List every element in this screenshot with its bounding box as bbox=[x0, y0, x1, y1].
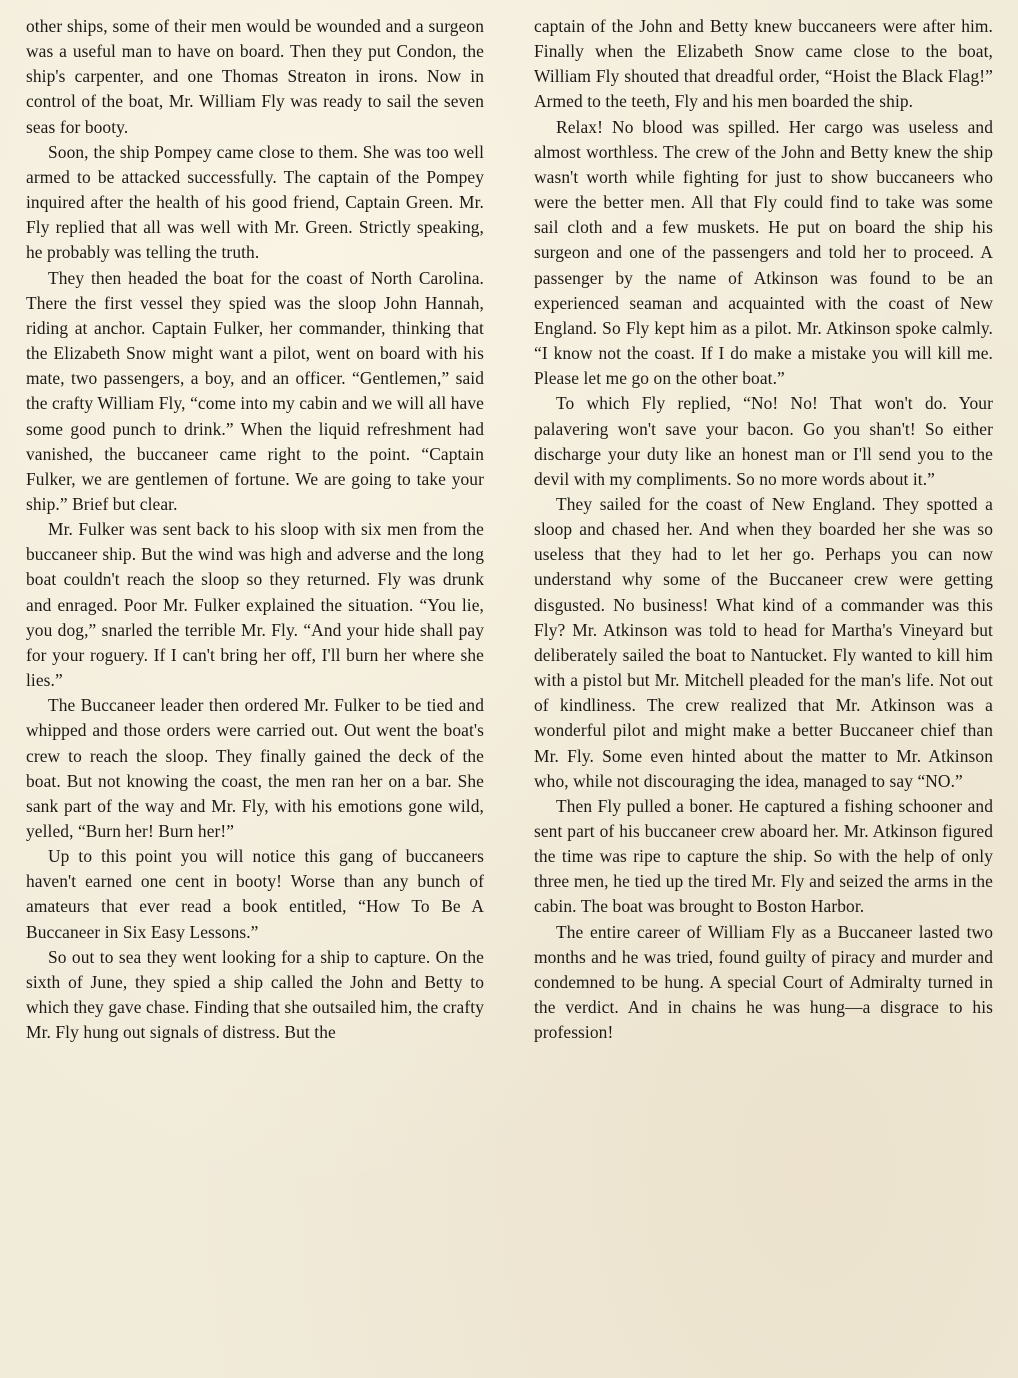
paragraph: They then headed the boat for the coast of North Carolina. There the first vessel they spied was the sloop John Hannah, riding at anchor. Captain Fulker, her commander, thinking that the Elizabeth Snow might want a pilot, went on board with his mate, two passengers, a boy, and an officer. “Gentlemen,” said the crafty William Fly, “come into my cabin and we will all have some good punch to drink.” When the liquid refreshment had vanished, the buccaneer came right to the point. “Captain Fulker, we are gentlemen of fortune. We are going to take your ship.” Brief but clear. bbox=[26, 267, 484, 514]
paragraph: captain of the John and Betty knew buccaneers were after him. Finally when the Elizabeth Snow came close to the boat, William Fly shouted that dreadful order, “Hoist the Black Flag!” Armed to the teeth, Fly and his men boarded the ship. bbox=[534, 16, 993, 112]
paragraph: To which Fly replied, “No! No! That won't do. Your palavering won't save your bacon. Go you shan't! So either discharge your duty like an honest man or I'll send you to the devil with my compliments. So no more words about it.” bbox=[534, 393, 993, 489]
left-text-column bbox=[26, 14, 484, 1045]
paragraph: The entire career of William Fly as a Buccaneer lasted two months and he was tried, found guilty of piracy and murder and condemned to be hung. A special Court of Admiralty turned in the verdict. And in chains he was hung—a disgrace to his profession! bbox=[534, 921, 993, 1043]
right-text-column bbox=[534, 14, 993, 1045]
paragraph: Then Fly pulled a boner. He captured a fishing schooner and sent part of his buccaneer crew aboard her. Mr. Atkinson figured the time was ripe to capture the ship. So with the help of only three men, he tied up the tired Mr. Fly and seized the arms in the cabin. The boat was brought to Boston Harbor. bbox=[534, 795, 993, 917]
paragraph: other ships, some of their men would be wounded and a surgeon was a useful man to have on board. Then they put Condon, the ship's carpenter, and one Thomas Streaton in irons. Now in control of the boat, Mr. William Fly was ready to sail the seven seas for booty. bbox=[26, 16, 484, 137]
paragraph: They sailed for the coast of New England. They spotted a sloop and chased her. And when they boarded her she was so useless that they had to let her go. Perhaps you can now understand why some of the Buccaneer crew were getting disgusted. No business! What kind of a commander was this Fly? Mr. Atkinson was told to head for Martha's Vineyard but deliberately sailed the boat to Nantucket. Fly wanted to kill him with a pistol but Mr. Mitchell pleaded for the man's life. Not out of kindliness. The crew realized that Mr. Atkinson was a wonderful pilot and might make a better Buccaneer chief than Mr. Fly. Some even hinted about the matter to Mr. Atkinson who, while not discouraging the idea, managed to say “NO.” bbox=[534, 493, 993, 791]
paragraph: Mr. Fulker was sent back to his sloop with six men from the buccaneer ship. But the wind was high and adverse and the long boat couldn't reach the sloop so they returned. Fly was drunk and enraged. Poor Mr. Fulker explained the situation. “You lie, you dog,” snarled the terrible Mr. Fly. “And your hide shall pay for your roguery. If I can't bring her off, I'll burn her where she lies.” bbox=[26, 519, 484, 691]
paragraph: Soon, the ship Pompey came close to them. She was too well armed to be attacked successfully. The captain of the Pompey inquired after the health of his good friend, Captain Green. Mr. Fly replied that all was well with Mr. Green. Strictly speaking, he probably was telling the truth. bbox=[26, 141, 484, 263]
paragraph: The Buccaneer leader then ordered Mr. Fulker to be tied and whipped and those orders were carried out. Out went the boat's crew to reach the sloop. They finally gained the deck of the boat. But not knowing the coast, the men ran her on a bar. She sank part of the way and Mr. Fly, with his emotions gone wild, yelled, “Burn her! Burn her!” bbox=[26, 695, 484, 841]
paragraph: Relax! No blood was spilled. Her cargo was useless and almost worthless. The crew of the John and Betty knew the ship wasn't worth while fighting for just to show buccaneers who were the better men. All that Fly could find to take was some sail cloth and a few muskets. He put on board the ship his surgeon and one of the passengers and told her to proceed. A passenger by the name of Atkinson was found to be an experienced seaman and acquainted with the coast of New England. So Fly kept him as a pilot. Mr. Atkinson spoke calmly. “I know not the coast. If I do make a mistake you will kill me. Please let me go on the other boat.” bbox=[534, 116, 993, 389]
paragraph: So out to sea they went looking for a ship to capture. On the sixth of June, they spied a ship called the John and Betty to which they gave chase. Finding that she outsailed him, the crafty Mr. Fly hung out signals of distress. But the bbox=[26, 946, 484, 1043]
paragraph: Up to this point you will notice this gang of buccaneers haven't earned one cent in booty! Worse than any bunch of amateurs that ever read a book entitled, “How To Be A Buccaneer in Six Easy Lessons.” bbox=[26, 846, 484, 942]
